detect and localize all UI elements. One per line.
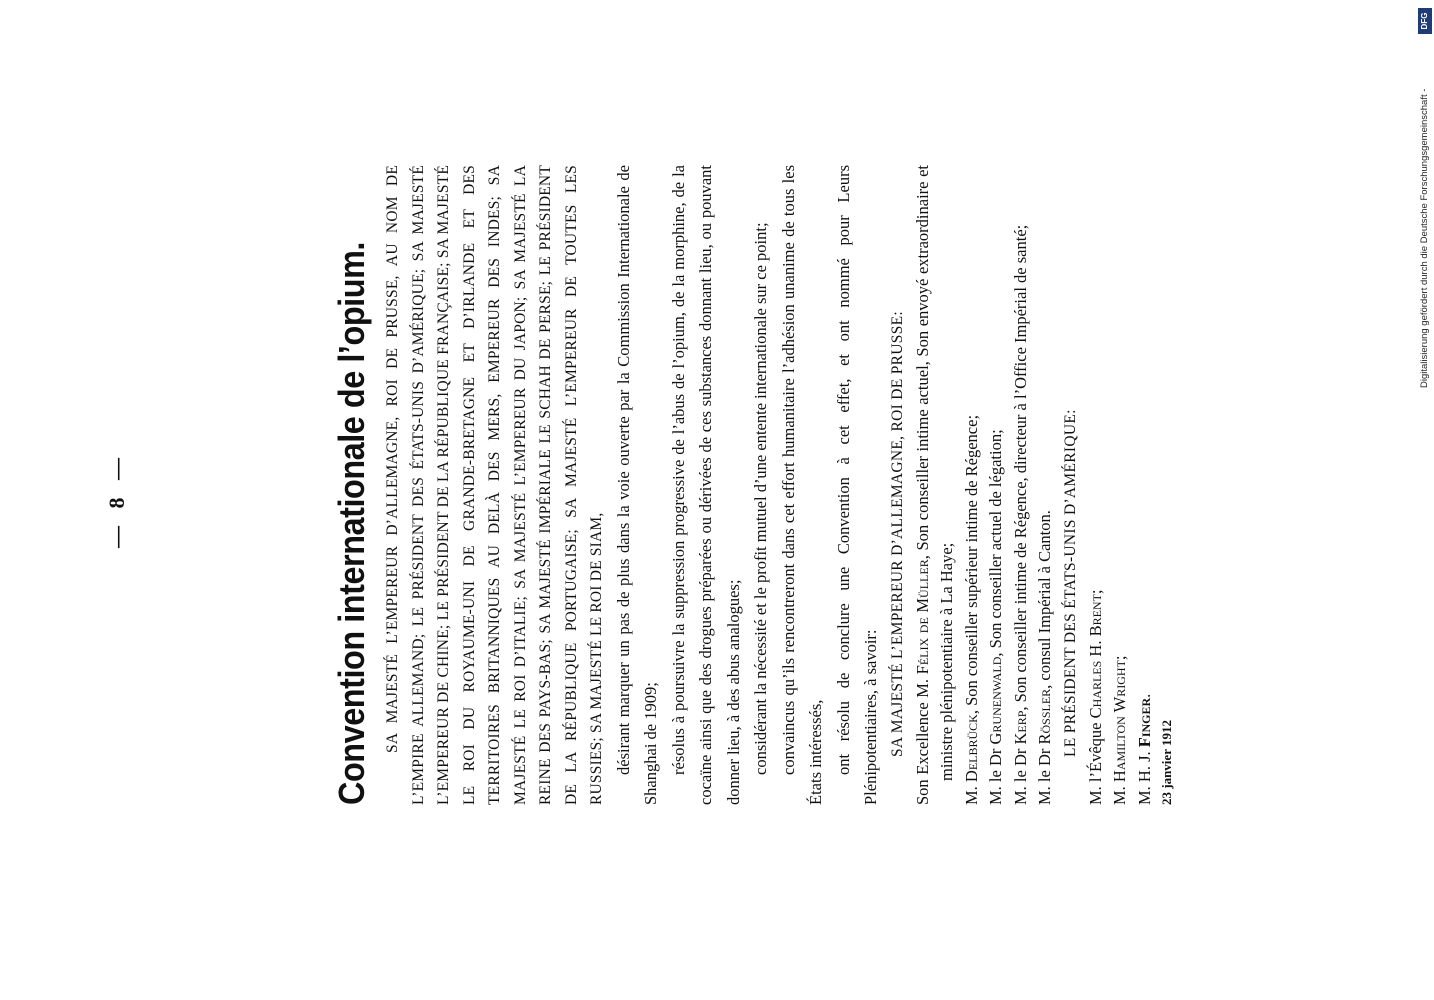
usa-heading: LE PRÉSIDENT DES ÉTATS-UNIS D’AMÉRIQUE: <box>1061 409 1079 757</box>
page-number: — 8 — <box>104 452 129 548</box>
dfg-watermark <box>1418 8 1432 388</box>
paragraph-1: désirant marquer un pas de plus dans la voie ouverte par la Commission Internationale de Shanghai de 1909; <box>613 165 660 805</box>
germany-plenipotentiary-4: M. le Dr Kerp, Son conseiller intime de Régence, directeur à l’Office Impérial de santé; <box>1010 224 1030 805</box>
paragraph-3: considérant la nécessité et le profit mutuel d’une entente internationale sur ce point; <box>751 222 770 775</box>
document-body <box>330 165 1175 805</box>
usa-plenipotentiary-3: M. H. J. Finger. <box>1134 693 1154 805</box>
paragraph-5: ont résolu de conclure une Convention à cet effet, et ont nommé pour Leurs Plénipotentiaires, à savoir: <box>833 165 880 805</box>
preamble: SA MAJESTÉ L’EMPEREUR D’ALLEMAGNE, ROI DE PRUSSE, AU NOM DE L’EMPIRE ALLEMAND; LE PRÉSIDENT DES ÉTATS-UNIS D’AMÉRIQUE; SA MAJESTÉ L’EMPEREUR DE CHINE; LE PRÉSIDENT DE LA RÉPUBLIQUE FRANÇAISE; SA MAJESTÉ LE ROI DU ROYAUME-UNI DE GRANDE-BRETAGNE ET D’IRLANDE ET DES TERRITOIRES BRITANNIQUES AU DELÀ DES MERS, EMPEREUR DES INDES; SA MAJESTÉ LE ROI D’ITALIE; SA MAJESTÉ L’EMPEREUR DU JAPON; SA MAJESTÉ LA REINE DES PAYS-BAS; SA MAJESTÉ IMPÉRIALE LE SCHAH DE PERSE; LE PRÉSIDENT DE LA RÉPUBLIQUE PORTUGAISE; SA MAJESTÉ L’EMPEREUR DE TOUTES LES RUSSIES; SA MAJESTÉ LE ROI DE SIAM, <box>384 165 605 805</box>
germany-plenipotentiary-5: M. le Dr Rössler, consul Impérial à Canton. <box>1035 510 1054 805</box>
germany-plenipotentiary-1: Son Excellence M. Félix de Müller, Son conseiller intime actuel, Son envoyé extraordinaire et ministre plénipotentiaire à La Haye; <box>912 165 956 805</box>
usa-plenipotentiary-2: M. Hamilton Wright; <box>1110 655 1129 805</box>
paragraph-2: résolus à poursuivre la suppression progressive de l’abus de l’opium, de la morphine, de la cocaïne ainsi que des drogues préparées ou dérivées de ces substances donnant lieu, ou pouvant donner lieu, à des abus analogues; <box>668 165 743 805</box>
document-title: Convention internationale de l’opium. <box>331 242 372 805</box>
document-date: 23 janvier 1912 <box>1159 720 1174 805</box>
germany-plenipotentiary-3: M. le Dr Grunenwald, Son conseiller actuel de légation; <box>986 429 1005 805</box>
paragraph-4: convaincus qu’ils rencontreront dans cet effort humanitaire l’adhésion unanime de tous les États intéressés, <box>778 165 825 805</box>
usa-plenipotentiary-1: M. l’Évêque Charles H. Brent; <box>1085 589 1105 805</box>
watermark-text: Digitalisierung gefördert durch die Deutsche Forschungsgemeinschaft - <box>1419 88 1430 388</box>
dfg-logo-icon: DFG <box>1418 8 1432 34</box>
germany-heading: SA MAJESTÉ L’EMPEREUR D’ALLEMAGNE, ROI DE PRUSSE: <box>888 310 906 757</box>
germany-plenipotentiary-2: M. Delbrück, Son conseiller supérieur intime de Régence; <box>961 414 981 805</box>
